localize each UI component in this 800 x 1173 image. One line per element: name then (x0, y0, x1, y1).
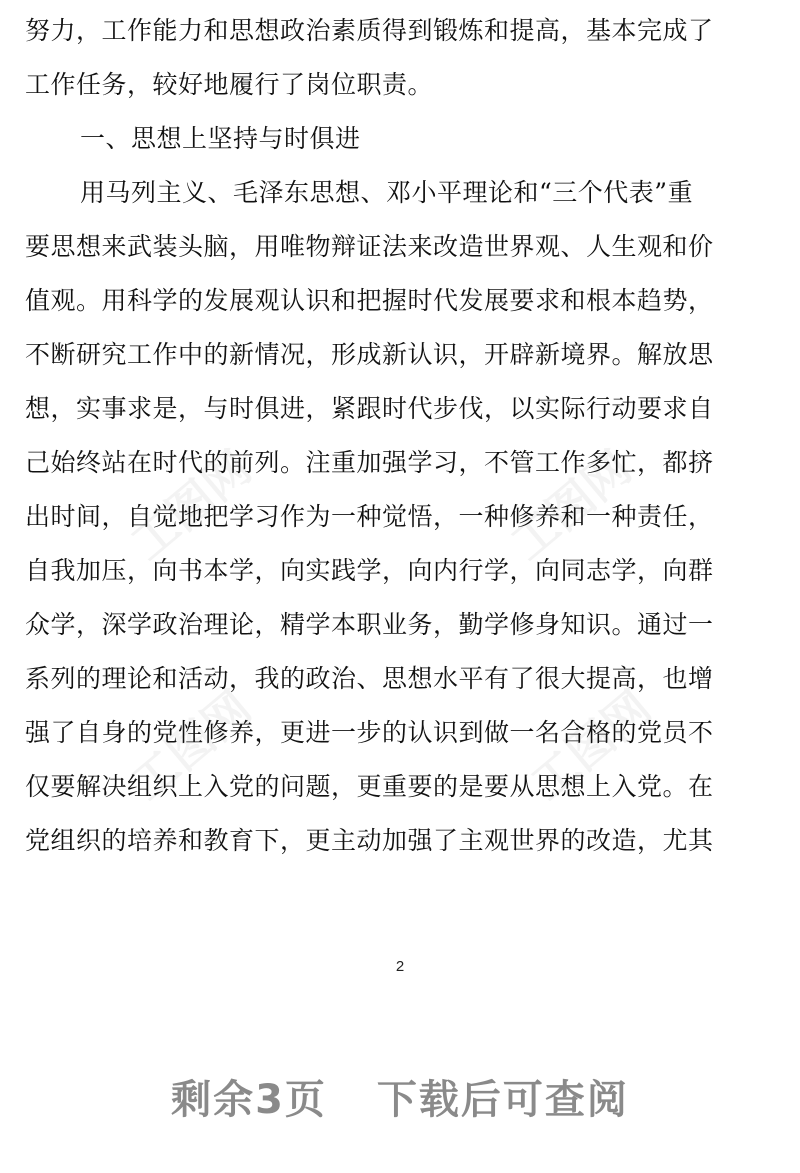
text-line: 自我加压，向书本学，向实践学，向内行学，向同志学，向群 (25, 556, 714, 585)
section-heading: 一、思想上坚持与时俱进 (80, 124, 361, 153)
text-line: 出时间，自觉地把学习作为一种觉悟，一种修养和一种责任， (25, 502, 714, 531)
text-line: 不断研究工作中的新情况，形成新认识，开辟新境界。解放思 (25, 340, 714, 369)
text-line: 用马列主义、毛泽东思想、邓小平理论和“三个代表”重 (80, 178, 694, 207)
text-line: 党组织的培养和教育下，更主动加强了主观世界的改造，尤其 (25, 826, 714, 855)
text-line: 值观。用科学的发展观认识和把握时代发展要求和根本趋势， (25, 286, 714, 315)
text-line: 众学，深学政治理论，精学本职业务，勤学修身知识。通过一 (25, 610, 714, 639)
text-line: 努力，工作能力和思想政治素质得到锻炼和提高，基本完成了 (25, 16, 714, 45)
text-line: 工作任务，较好地履行了岗位职责。 (25, 70, 434, 99)
text-line: 仅要解决组织上入党的问题，更重要的是要从思想上入党。在 (25, 772, 714, 801)
watermark: 工图网 (520, 680, 662, 811)
text-line: 己始终站在时代的前列。注重加强学习，不管工作多忙，都挤 (25, 448, 714, 477)
download-banner[interactable] (0, 1068, 800, 1125)
watermark: 工图网 (500, 440, 642, 571)
text-line: 强了自身的党性修养，更进一步的认识到做一名合格的党员不 (25, 718, 714, 747)
watermark: 工图网 (120, 680, 262, 811)
text-line: 想，实事求是，与时俱进，紧跟时代步伐，以实际行动要求自 (25, 394, 714, 423)
document-body (25, 4, 780, 868)
watermark: 工图网 (120, 440, 262, 571)
download-label[interactable]: 下载后可查阅 (376, 1077, 629, 1123)
page-number: 2 (395, 958, 405, 975)
remaining-pages-label[interactable]: 剩余3页 (171, 1077, 327, 1123)
text-line: 要思想来武装头脑，用唯物辩证法来改造世界观、人生观和价 (25, 232, 714, 261)
text-line: 系列的理论和活动，我的政治、思想水平有了很大提高，也增 (25, 664, 714, 693)
